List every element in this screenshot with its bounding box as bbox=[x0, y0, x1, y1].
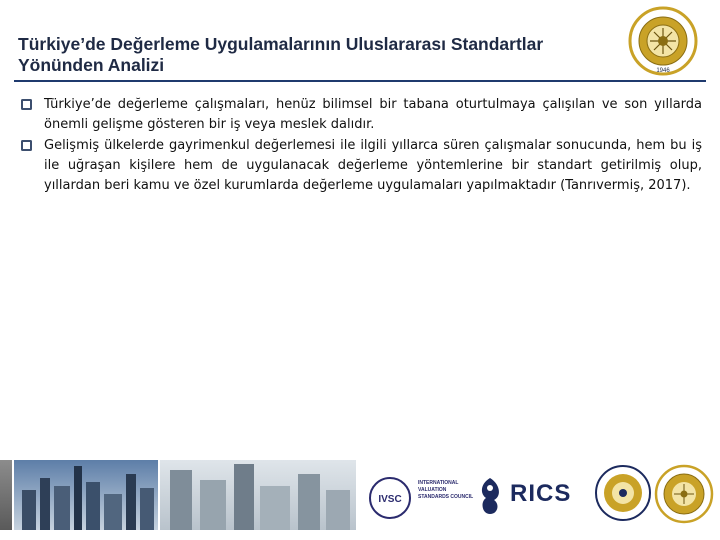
bullet-item bbox=[20, 95, 702, 135]
slide-header bbox=[0, 0, 720, 80]
partner-logos bbox=[358, 460, 720, 530]
construction-towers-image bbox=[160, 460, 356, 530]
ankara-university-seal-icon bbox=[624, 4, 702, 78]
footer-banner bbox=[0, 460, 720, 540]
slide-content bbox=[20, 95, 702, 197]
ivsc-label: IVSC bbox=[378, 494, 402, 505]
ivsc-text: INTERNATIONAL VALUATION STANDARDS COUNCIL bbox=[418, 480, 474, 500]
rics-emblem-icon bbox=[474, 474, 506, 518]
checkbox-bullet-icon bbox=[20, 139, 33, 152]
bullet-item bbox=[20, 136, 702, 196]
slide-title bbox=[18, 34, 618, 76]
ankara-university-footer-seal-icon bbox=[654, 464, 714, 524]
slide-title-line1: Türkiye’de Değerleme Uygulamalarının Uluslararası Standartlar bbox=[18, 34, 544, 54]
checkbox-bullet-icon bbox=[20, 98, 33, 111]
city-skyline-image bbox=[14, 460, 158, 530]
header-divider bbox=[14, 80, 706, 82]
slide-title-line2: Yönünden Analizi bbox=[18, 55, 165, 75]
bullet-text: Türkiye’de değerleme çalışmaları, henüz bilimsel bir tabana oturtulmaya çalışılan ve son yıllarda önemli gelişme gösteren bir iş veya meslek dalıdır. bbox=[44, 97, 702, 132]
ivsc-logo-icon bbox=[368, 476, 412, 520]
footer-accent-bar bbox=[0, 460, 12, 530]
seal-year-text: 1946 bbox=[656, 68, 670, 74]
rics-label: RICS bbox=[510, 480, 572, 507]
bullet-text: Gelişmiş ülkelerde gayrimenkul değerlemesi ile ilgili yıllarca süren çalışmalar sonucunda, hem bu iş ile uğraşan kişilere hem de uygulanacak değerleme yöntemlerine bir standart getirilmiş olup, yıllardan beri kamu ve özel kurumlarda değerleme uygulamaları yapılmaktadır (Tanrıvermiş, 2017). bbox=[44, 138, 702, 193]
university-seal-icon bbox=[594, 464, 652, 522]
